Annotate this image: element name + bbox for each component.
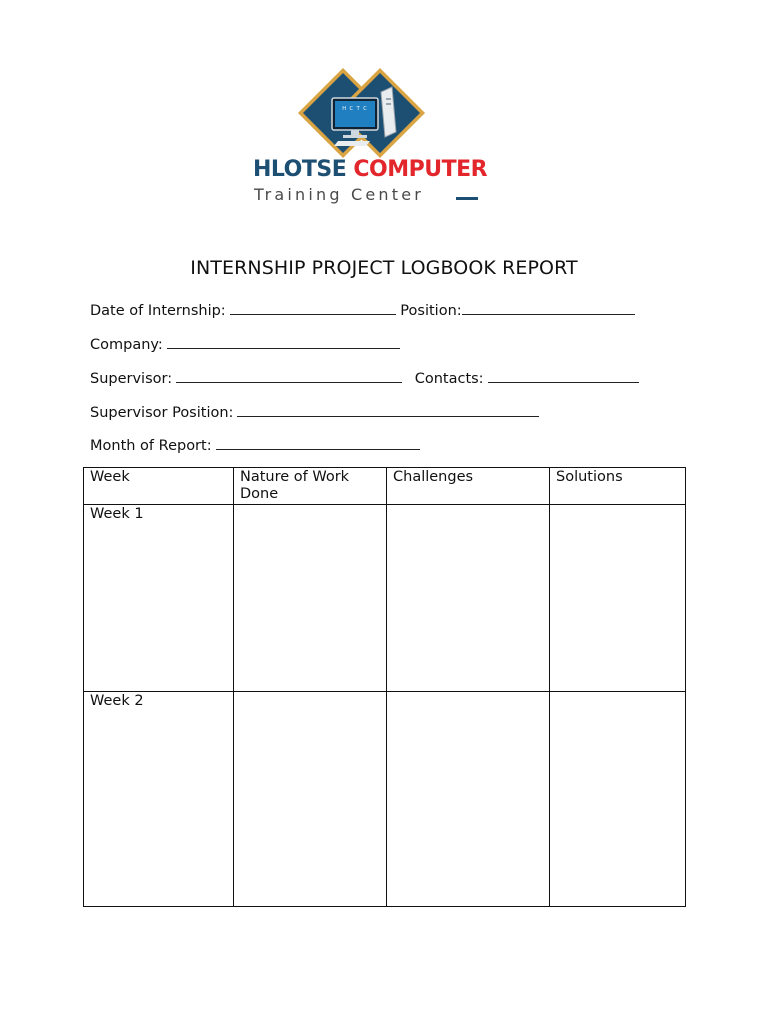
solutions-cell[interactable] [550, 692, 686, 907]
field-row-supervisor-contacts [90, 368, 639, 387]
brand-dash [456, 197, 478, 200]
label-contacts: Contacts: [414, 371, 484, 387]
field-row-month-of-report [90, 435, 420, 454]
document-title: INTERNSHIP PROJECT LOGBOOK REPORT [190, 257, 578, 279]
field-row-date-position [90, 300, 635, 319]
date-of-internship-blank[interactable] [230, 300, 396, 315]
header-nature-of-work: Nature of Work Done [234, 468, 387, 505]
nature-cell[interactable] [234, 505, 387, 692]
position-blank[interactable] [462, 300, 635, 315]
header-week: Week [84, 468, 234, 505]
field-row-supervisor-position [90, 402, 539, 421]
table-row [84, 692, 686, 907]
logo [238, 40, 528, 215]
challenges-cell[interactable] [387, 692, 550, 907]
company-blank[interactable] [167, 334, 400, 349]
supervisor-blank[interactable] [176, 368, 402, 383]
logo-monogram: H C T C [342, 106, 368, 112]
label-supervisor-position: Supervisor Position: [90, 405, 234, 421]
label-position: Position: [400, 303, 462, 319]
label-supervisor: Supervisor: [90, 371, 173, 387]
nature-cell[interactable] [234, 692, 387, 907]
brand-name [253, 159, 487, 181]
challenges-cell[interactable] [387, 505, 550, 692]
label-month-of-report: Month of Report: [90, 438, 212, 454]
week-cell: Week 2 [84, 692, 234, 907]
week-cell: Week 1 [84, 505, 234, 692]
header-challenges: Challenges [387, 468, 550, 505]
label-date-of-internship: Date of Internship: [90, 303, 226, 319]
supervisor-position-blank[interactable] [237, 402, 539, 417]
field-row-company [90, 334, 400, 353]
header-solutions: Solutions [550, 468, 686, 505]
brand-word-hlotse: HLOTSE [253, 157, 347, 182]
contacts-blank[interactable] [488, 368, 639, 383]
brand-word-computer: COMPUTER [353, 157, 488, 182]
month-of-report-blank[interactable] [216, 435, 420, 450]
table-header-row [84, 468, 686, 505]
brand-tagline: Training Center [254, 185, 425, 204]
label-company: Company: [90, 337, 163, 353]
solutions-cell[interactable] [550, 505, 686, 692]
table-row [84, 505, 686, 692]
logbook-table [83, 467, 686, 907]
